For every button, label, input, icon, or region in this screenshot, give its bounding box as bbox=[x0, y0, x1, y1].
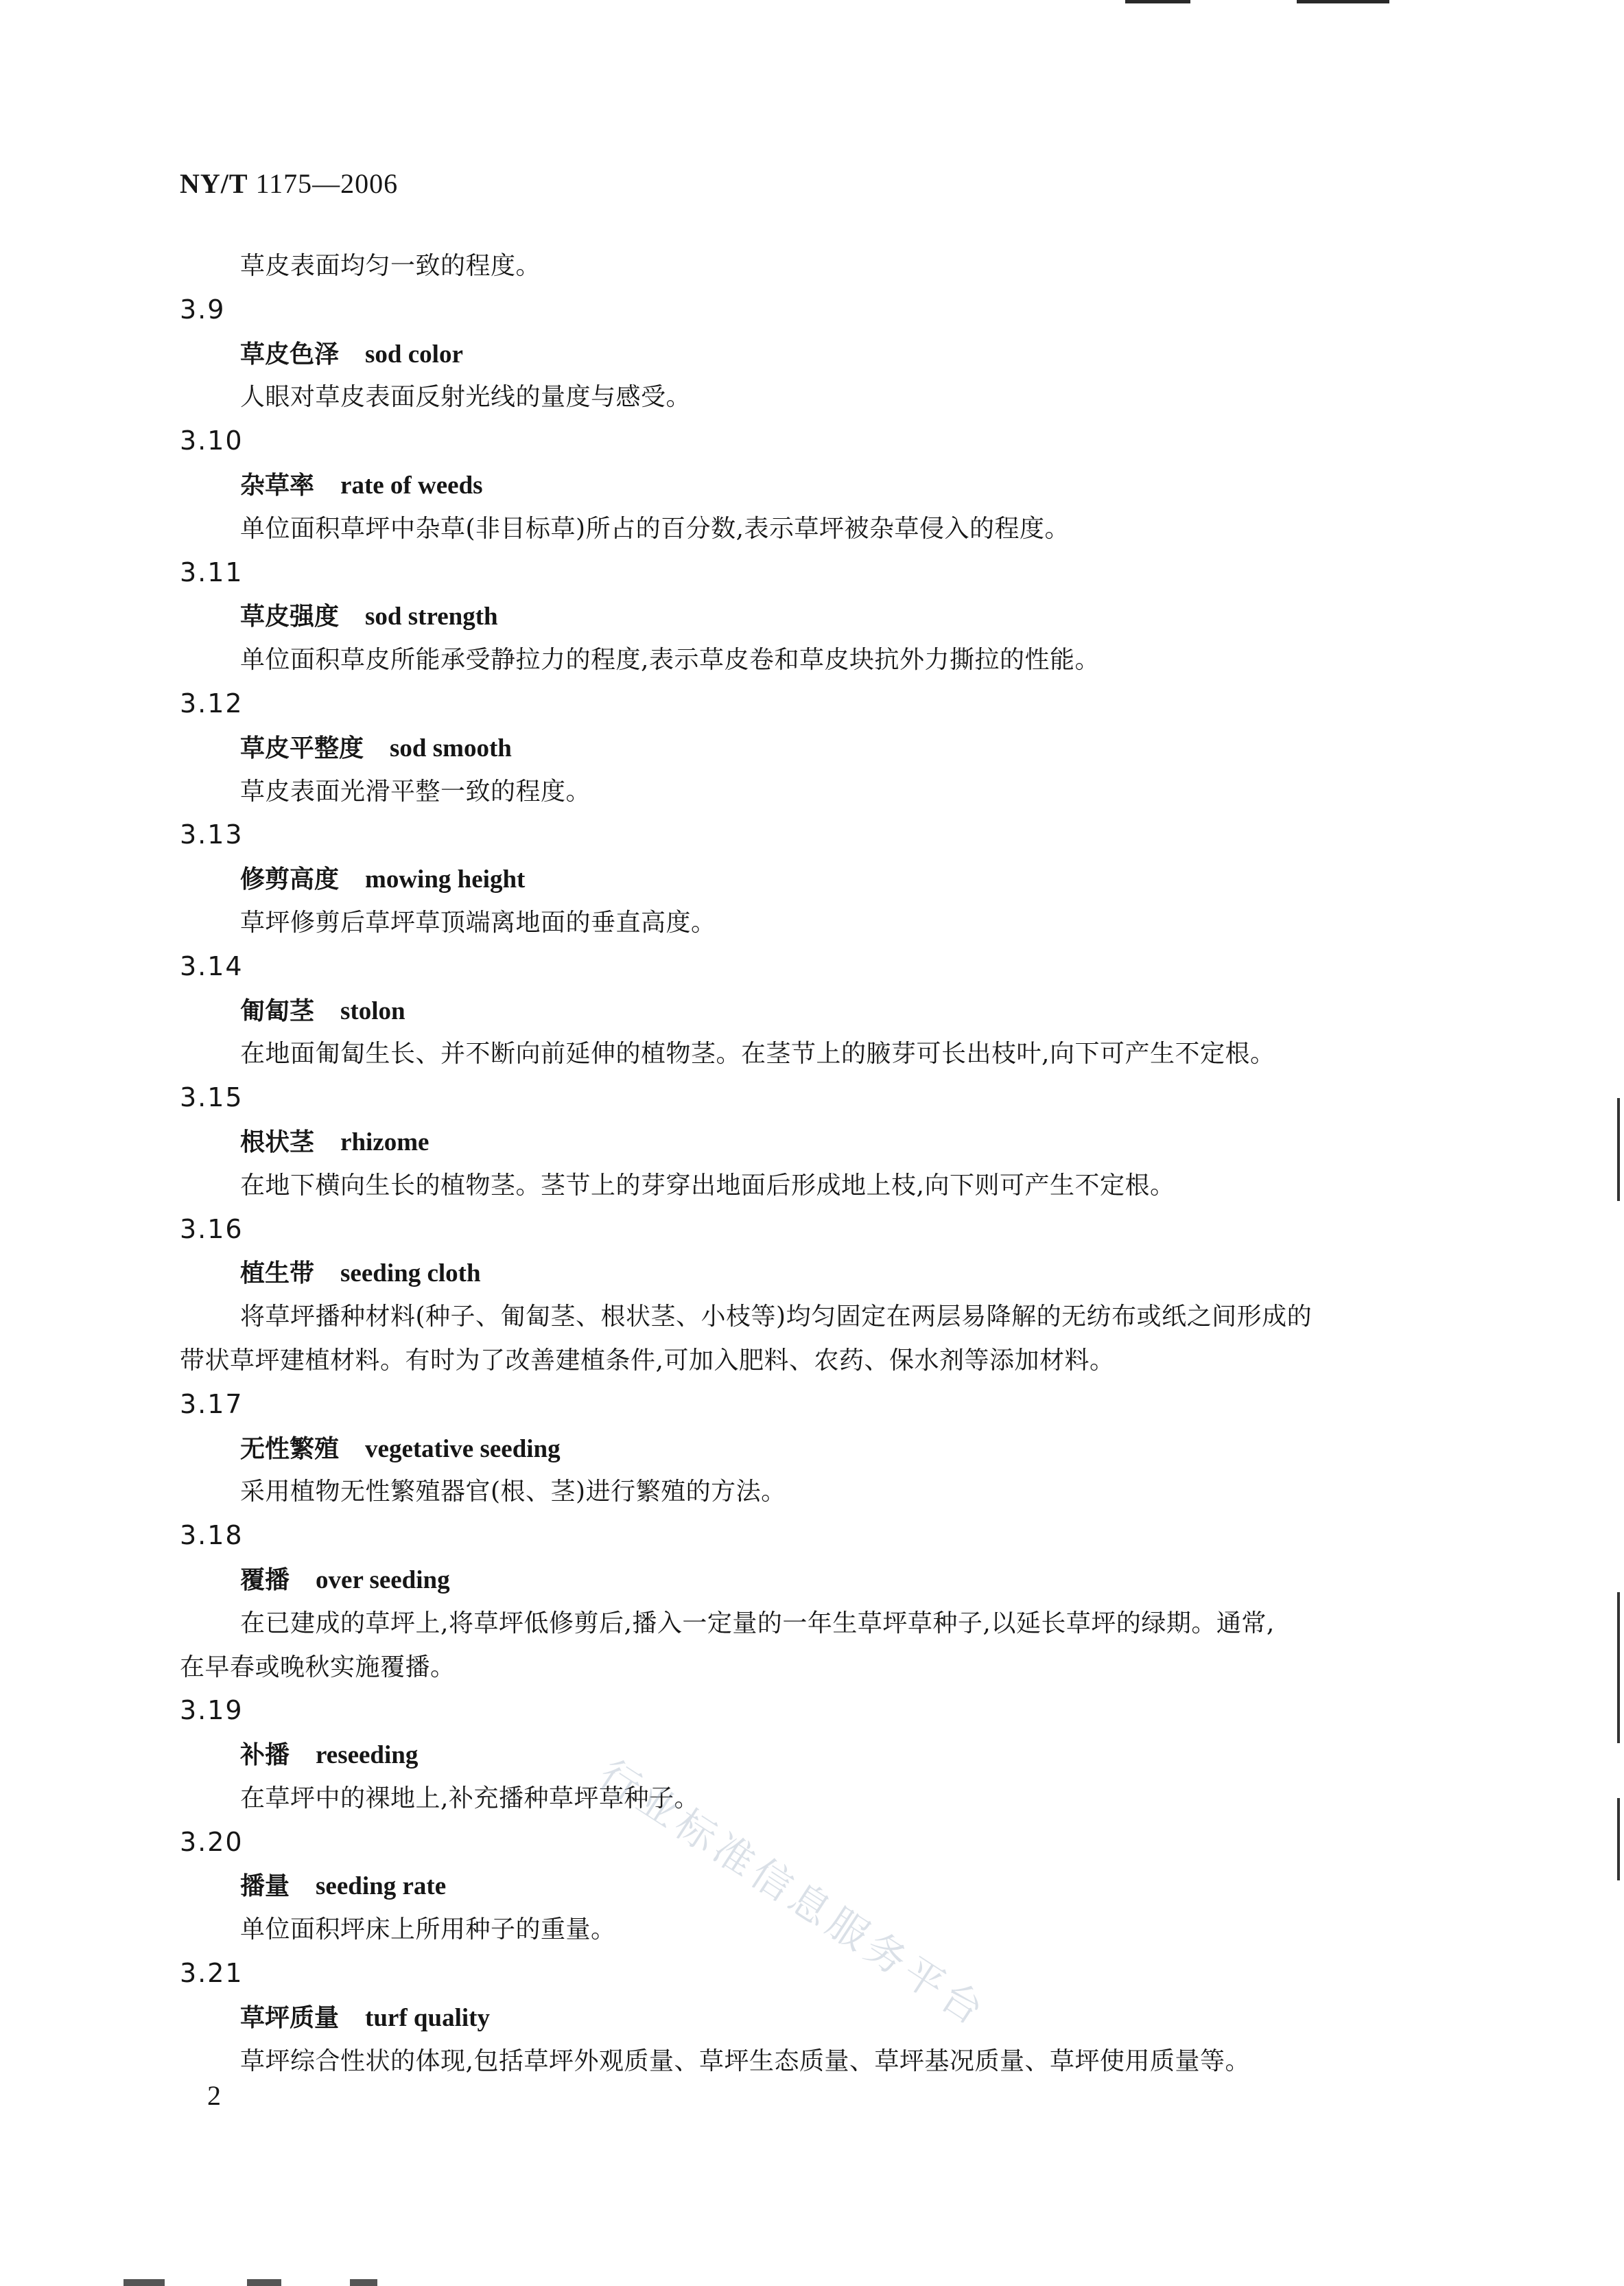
term-chinese: 草皮色泽 bbox=[240, 340, 340, 369]
term-chinese: 覆播 bbox=[240, 1565, 290, 1594]
term-chinese: 补播 bbox=[240, 1741, 290, 1770]
term-heading bbox=[180, 1558, 1456, 1602]
term-chinese: 修剪高度 bbox=[240, 865, 340, 894]
term-english: vegetative seeding bbox=[365, 1434, 561, 1463]
term-heading bbox=[180, 1251, 1456, 1295]
term-number: 3.18 bbox=[180, 1520, 244, 1551]
term-english: seeding cloth bbox=[340, 1259, 481, 1288]
scan-edge-mark bbox=[1617, 1798, 1620, 1880]
term-chinese: 草皮强度 bbox=[240, 603, 340, 631]
term-english: mowing height bbox=[365, 865, 526, 894]
term-number: 3.17 bbox=[180, 1388, 244, 1419]
terms-section bbox=[180, 244, 1456, 2083]
term-chinese: 播量 bbox=[240, 1872, 290, 1901]
term-definition-line: 在已建成的草坪上,将草坪低修剪后,播入一定量的一年生草坪草种子,以延长草坪的绿期。通常, bbox=[240, 1609, 1275, 1637]
term-entries bbox=[180, 288, 1456, 2084]
term-number: 3.13 bbox=[180, 819, 244, 850]
term-number: 3.11 bbox=[180, 557, 244, 587]
term-number: 3.12 bbox=[180, 688, 244, 719]
term-english: rate of weeds bbox=[340, 471, 483, 500]
term-chinese: 草皮平整度 bbox=[240, 734, 364, 762]
term-number: 3.14 bbox=[180, 950, 244, 981]
term-english: rhizome bbox=[340, 1128, 429, 1156]
term-heading bbox=[180, 463, 1456, 507]
term-heading bbox=[180, 1427, 1456, 1471]
term-definition-line: 在草坪中的裸地上,补充播种草坪草种子。 bbox=[240, 1784, 699, 1812]
term-english: sod color bbox=[365, 340, 463, 369]
term-english: stolon bbox=[340, 996, 405, 1025]
scan-top-mark bbox=[1125, 0, 1190, 3]
term-heading bbox=[180, 594, 1456, 638]
term-number: 3.21 bbox=[180, 1958, 244, 1989]
term-chinese: 草坪质量 bbox=[240, 2003, 340, 2032]
page-number: 2 bbox=[207, 2080, 221, 2111]
term-definition-line: 草坪修剪后草坪草顶端离地面的垂直高度。 bbox=[240, 908, 716, 937]
standard-number: 1175—2006 bbox=[255, 168, 399, 199]
term-number: 3.10 bbox=[180, 425, 244, 456]
term-number: 3.20 bbox=[180, 1826, 244, 1857]
document-header bbox=[180, 167, 398, 200]
intro-definition-line: 草皮表面均匀一致的程度。 bbox=[240, 252, 541, 280]
scan-edge-mark bbox=[1617, 1592, 1620, 1743]
term-definition-line: 采用植物无性繁殖器官(根、茎)进行繁殖的方法。 bbox=[240, 1478, 786, 1506]
term-definition-line: 带状草坪建植材料。有时为了改善建植条件,可加入肥料、农药、保水剂等添加材料。 bbox=[180, 1346, 1115, 1375]
term-english: turf quality bbox=[365, 2003, 490, 2032]
term-chinese: 无性繁殖 bbox=[240, 1434, 340, 1463]
term-definition-line: 在地面匍匐生长、并不断向前延伸的植物茎。在茎节上的腋芽可长出枝叶,向下可产生不定根。 bbox=[240, 1040, 1275, 1069]
term-number: 3.16 bbox=[180, 1213, 244, 1244]
term-heading bbox=[180, 1733, 1456, 1777]
term-number: 3.19 bbox=[180, 1695, 244, 1726]
scan-edge-mark bbox=[1617, 1098, 1620, 1201]
term-definition-line: 单位面积草坪中杂草(非目标草)所占的百分数,表示草坪被杂草侵入的程度。 bbox=[240, 514, 1070, 543]
term-definition-line: 草坪综合性状的体现,包括草坪外观质量、草坪生态质量、草坪基况质量、草坪使用质量等。 bbox=[240, 2046, 1250, 2075]
term-definition-line: 将草坪播种材料(种子、匍匐茎、根状茎、小枝等)均匀固定在两层易降解的无纺布或纸之间形成的 bbox=[240, 1303, 1313, 1331]
standard-code: NY/T bbox=[180, 168, 248, 199]
term-english: over seeding bbox=[316, 1565, 450, 1594]
term-definition-line: 在地下横向生长的植物茎。茎节上的芽穿出地面后形成地上枝,向下则可产生不定根。 bbox=[240, 1171, 1175, 1200]
term-number: 3.15 bbox=[180, 1082, 244, 1113]
term-heading bbox=[180, 989, 1456, 1033]
term-chinese: 杂草率 bbox=[240, 471, 315, 500]
term-heading bbox=[180, 857, 1456, 901]
term-english: reseeding bbox=[316, 1741, 419, 1770]
scan-top-mark bbox=[1297, 0, 1389, 3]
term-heading bbox=[180, 726, 1456, 770]
term-heading bbox=[180, 1996, 1456, 2040]
watermark-text: 行业标准信息服务平台 bbox=[590, 1750, 996, 2037]
term-definition-line: 单位面积草皮所能承受静拉力的程度,表示草皮卷和草皮块抗外力撕拉的性能。 bbox=[240, 646, 1100, 675]
term-definition-line: 在早春或晚秋实施覆播。 bbox=[180, 1653, 456, 1681]
term-chinese: 根状茎 bbox=[240, 1128, 315, 1156]
term-definition-line: 单位面积坪床上所用种子的重量。 bbox=[240, 1915, 616, 1944]
term-chinese: 匍匐茎 bbox=[240, 996, 315, 1025]
term-chinese: 植生带 bbox=[240, 1259, 315, 1288]
term-heading bbox=[180, 332, 1456, 376]
term-definition-line: 人眼对草皮表面反射光线的量度与感受。 bbox=[240, 383, 692, 412]
term-english: seeding rate bbox=[316, 1872, 447, 1901]
term-number: 3.9 bbox=[180, 294, 226, 325]
term-definition-line: 草皮表面光滑平整一致的程度。 bbox=[240, 777, 591, 806]
term-english: sod smooth bbox=[390, 734, 512, 762]
term-english: sod strength bbox=[365, 603, 498, 631]
scan-bottom-marks bbox=[123, 2276, 467, 2286]
term-heading bbox=[180, 1120, 1456, 1164]
